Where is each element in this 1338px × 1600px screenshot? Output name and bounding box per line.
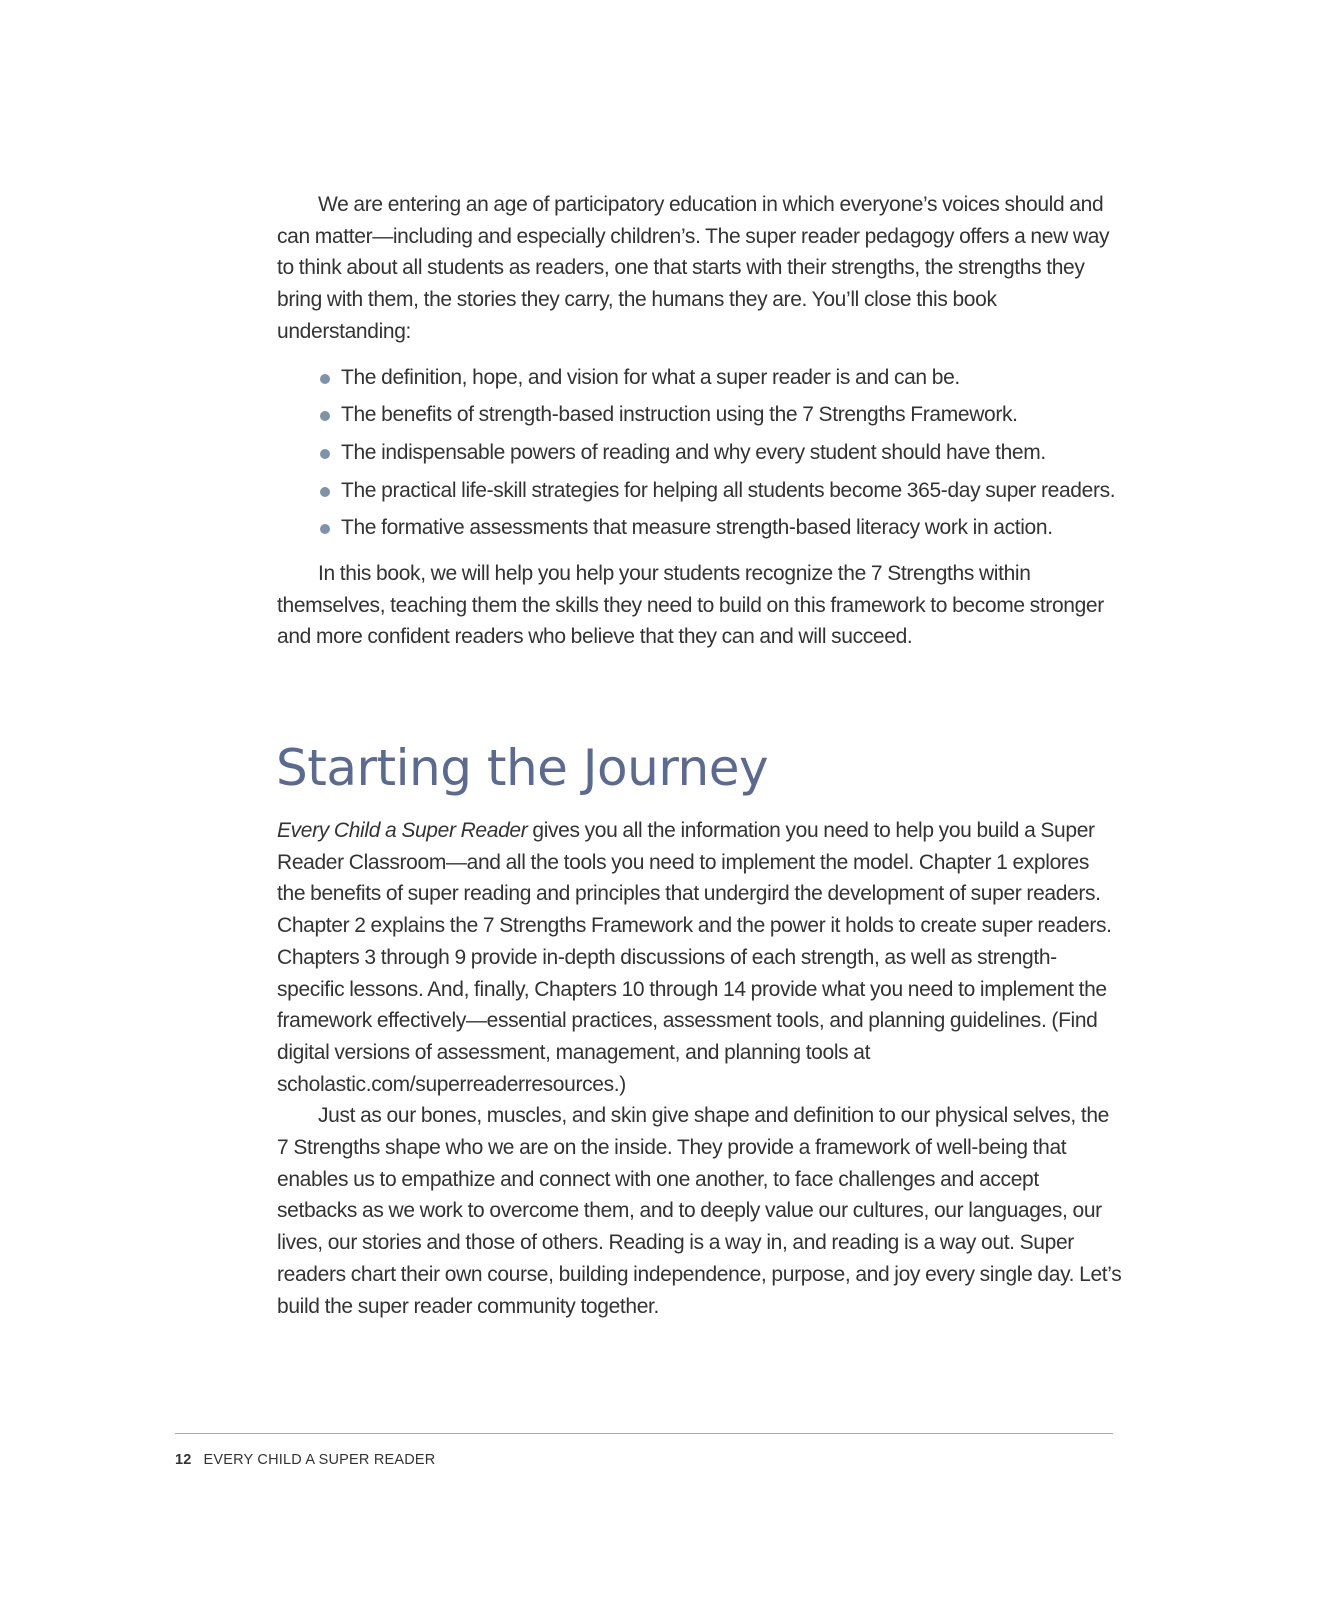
section-heading: Starting the Journey [276, 739, 769, 797]
footer-divider [175, 1433, 1113, 1434]
book-title: Every Child a Super Reader [277, 819, 528, 842]
journey-paragraph-2: Just as our bones, muscles, and skin give shape and definition to our physical selves, the 7 Strengths shape who we are on the inside. They provide a framework of well-being that enables us to empathize and connect with one another, to face challenges and accept setbacks as we work to overcome them, and to deeply value our cultures, our languages, our lives, our stories and those of others. Reading is a way in, and reading is a way out. Super readers chart their own course, building independence, purpose, and joy every single day. Let’s build the super reader community together. [277, 1104, 1122, 1318]
intro-paragraph: We are entering an age of participatory education in which everyone’s voices should and can matter—including and especially children’s. The super reader pedagogy offers a new way to think about all students as readers, one that starts with their strengths, the strengths they bring with them, the stories they carry, the humans they are. You’ll close this book understanding: [277, 193, 1110, 343]
list-item: The indispensable powers of reading and why every student should have them. [320, 437, 1122, 469]
bullet-icon [320, 487, 330, 497]
intro-closing-paragraph: In this book, we will help you help your students recognize the 7 Strengths within themselves, teaching them the skills they need to build on this framework to become stronger and more confident readers who believe that they can and will succeed. [277, 562, 1104, 649]
page-footer [175, 1452, 435, 1468]
journey-section [277, 815, 1122, 1322]
list-item: The formative assessments that measure strength-based literacy work in action. [320, 512, 1122, 544]
bullet-icon [320, 524, 330, 534]
bullet-icon [320, 411, 330, 421]
list-item: The practical life-skill strategies for helping all students become 365-day super readers. [320, 475, 1122, 507]
understanding-list [277, 362, 1122, 545]
running-title: EVERY CHILD A SUPER READER [203, 1452, 436, 1468]
list-item: The definition, hope, and vision for what a super reader is and can be. [320, 362, 1122, 394]
intro-section [277, 189, 1122, 653]
journey-paragraph-1: Every Child a Super Reader gives you all the information you need to help you build a Super Reader Classroom—and all the tools you need to implement the model. Chapter 1 explores the benefits of super reading and principles that undergird the development of super readers. Chapter 2 explains the 7 Strengths Framework and the power it holds to create super readers. Chapters 3 through 9 provide in-depth discussions of each strength, as well as strength-specific lessons. And, finally, Chapters 10 through 14 provide what you need to implement the framework effectively—essential practices, assessment tools, and planning guidelines. (Find digital versions of assessment, management, and planning tools at scholastic.com/superreaderresources.) [277, 819, 1112, 1096]
list-item: The benefits of strength-based instruction using the 7 Strengths Framework. [320, 399, 1122, 431]
bullet-icon [320, 449, 330, 459]
page-number: 12 [175, 1452, 192, 1468]
bullet-icon [320, 374, 330, 384]
